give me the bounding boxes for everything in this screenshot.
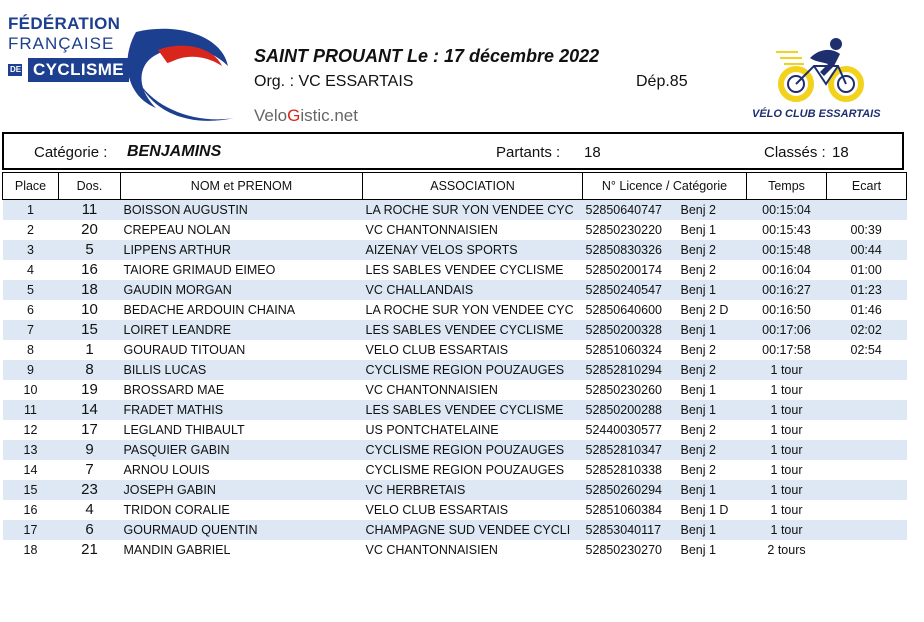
cell-dos: 15 [59, 320, 121, 340]
cell-temps: 00:17:58 [747, 340, 827, 360]
cell-dos: 19 [59, 380, 121, 400]
cell-ecart [827, 460, 907, 480]
cell-category: Benj 1 [681, 540, 747, 560]
cell-category: Benj 2 [681, 240, 747, 260]
cell-association: LA ROCHE SUR YON VENDEE CYC [363, 200, 583, 221]
cell-name: BROSSARD MAE [121, 380, 363, 400]
cell-association: CYCLISME REGION POUZAUGES [363, 360, 583, 380]
cell-temps: 1 tour [747, 360, 827, 380]
cell-licence: 52852810338 [583, 460, 681, 480]
cell-name: GOURAUD TITOUAN [121, 340, 363, 360]
cell-temps: 00:17:06 [747, 320, 827, 340]
cell-category: Benj 2 [681, 260, 747, 280]
velogistic-part2: G [287, 106, 301, 125]
cell-place: 15 [3, 480, 59, 500]
table-row [3, 200, 907, 221]
cell-association: US PONTCHATELAINE [363, 420, 583, 440]
cell-association: VC CHANTONNAISIEN [363, 540, 583, 560]
cell-dos: 20 [59, 220, 121, 240]
cell-licence: 52851060384 [583, 500, 681, 520]
cell-ecart: 02:02 [827, 320, 907, 340]
race-title: SAINT PROUANT Le : 17 décembre 2022 [254, 46, 600, 66]
table-row [3, 240, 907, 260]
cell-temps: 1 tour [747, 420, 827, 440]
cell-dos: 21 [59, 540, 121, 560]
cell-licence: 52850260294 [583, 480, 681, 500]
cell-temps: 00:16:50 [747, 300, 827, 320]
cell-name: JOSEPH GABIN [121, 480, 363, 500]
cell-association: VC CHANTONNAISIEN [363, 380, 583, 400]
cell-association: CHAMPAGNE SUD VENDEE CYCLI [363, 520, 583, 540]
cell-ecart: 02:54 [827, 340, 907, 360]
cell-name: ARNOU LOUIS [121, 460, 363, 480]
cell-place: 13 [3, 440, 59, 460]
velogistic-part1: Velo [254, 106, 288, 125]
cell-licence: 52850200328 [583, 320, 681, 340]
cell-place: 11 [3, 400, 59, 420]
cell-name: FRADET MATHIS [121, 400, 363, 420]
cell-name: GAUDIN MORGAN [121, 280, 363, 300]
cell-name: PASQUIER GABIN [121, 440, 363, 460]
cell-place: 1 [3, 200, 59, 221]
cell-ecart [827, 360, 907, 380]
table-row [3, 540, 907, 560]
table-row [3, 420, 907, 440]
table-row [3, 480, 907, 500]
cell-dos: 6 [59, 520, 121, 540]
cell-temps: 1 tour [747, 460, 827, 480]
cell-dos: 9 [59, 440, 121, 460]
cyclist-logo [776, 36, 866, 106]
race-department: Dép.85 [636, 73, 688, 90]
cell-association: CYCLISME REGION POUZAUGES [363, 440, 583, 460]
cell-dos: 1 [59, 340, 121, 360]
header-temps: Temps [747, 173, 827, 200]
cell-dos: 14 [59, 400, 121, 420]
cell-association: VELO CLUB ESSARTAIS [363, 340, 583, 360]
cell-place: 14 [3, 460, 59, 480]
cell-category: Benj 2 [681, 460, 747, 480]
cell-association: LES SABLES VENDEE CYCLISME [363, 260, 583, 280]
table-row [3, 440, 907, 460]
velogistic-part3: istic.net [300, 106, 358, 125]
cell-temps: 2 tours [747, 540, 827, 560]
cell-ecart: 01:00 [827, 260, 907, 280]
cell-temps: 00:16:27 [747, 280, 827, 300]
cell-name: CREPEAU NOLAN [121, 220, 363, 240]
results-table [2, 172, 907, 560]
cell-licence: 52850230270 [583, 540, 681, 560]
cell-association: AIZENAY VELOS SPORTS [363, 240, 583, 260]
cell-category: Benj 1 [681, 280, 747, 300]
classes-value: 18 [832, 144, 849, 161]
cell-dos: 8 [59, 360, 121, 380]
cell-licence: 52852810294 [583, 360, 681, 380]
cell-ecart: 00:44 [827, 240, 907, 260]
cell-dos: 11 [59, 200, 121, 221]
cell-licence: 52440030577 [583, 420, 681, 440]
cell-licence: 52850200174 [583, 260, 681, 280]
category-value: BENJAMINS [127, 143, 222, 160]
cell-dos: 4 [59, 500, 121, 520]
cell-dos: 5 [59, 240, 121, 260]
cell-dos: 18 [59, 280, 121, 300]
cell-dos: 17 [59, 420, 121, 440]
header-ecart: Ecart [827, 173, 907, 200]
cell-category: Benj 1 D [681, 500, 747, 520]
cell-place: 8 [3, 340, 59, 360]
cell-licence: 52850240547 [583, 280, 681, 300]
cell-ecart: 00:39 [827, 220, 907, 240]
cell-name: TRIDON CORALIE [121, 500, 363, 520]
cell-place: 6 [3, 300, 59, 320]
cell-name: LIPPENS ARTHUR [121, 240, 363, 260]
cell-place: 12 [3, 420, 59, 440]
table-row [3, 460, 907, 480]
cell-ecart [827, 480, 907, 500]
cell-name: BOISSON AUGUSTIN [121, 200, 363, 221]
cell-category: Benj 2 [681, 200, 747, 221]
cell-name: TAIORE GRIMAUD EIMEO [121, 260, 363, 280]
cell-temps: 1 tour [747, 520, 827, 540]
cell-ecart [827, 500, 907, 520]
table-row [3, 360, 907, 380]
cell-association: VC HERBRETAIS [363, 480, 583, 500]
header-dos: Dos. [59, 173, 121, 200]
table-row [3, 340, 907, 360]
header-licence-category: N° Licence / Catégorie [583, 173, 747, 200]
cell-category: Benj 2 D [681, 300, 747, 320]
cell-licence: 52850230220 [583, 220, 681, 240]
cell-ecart: 01:46 [827, 300, 907, 320]
cell-name: LEGLAND THIBAULT [121, 420, 363, 440]
cell-place: 17 [3, 520, 59, 540]
cell-place: 2 [3, 220, 59, 240]
cell-temps: 1 tour [747, 380, 827, 400]
cell-place: 10 [3, 380, 59, 400]
cell-association: VELO CLUB ESSARTAIS [363, 500, 583, 520]
cell-name: LOIRET LEANDRE [121, 320, 363, 340]
cell-place: 4 [3, 260, 59, 280]
cell-ecart [827, 200, 907, 221]
table-row [3, 280, 907, 300]
cell-association: LES SABLES VENDEE CYCLISME [363, 400, 583, 420]
velogistic-link[interactable] [254, 106, 358, 126]
cell-temps: 00:15:43 [747, 220, 827, 240]
cell-temps: 1 tour [747, 500, 827, 520]
classes-label: Classés : [764, 144, 826, 161]
cell-association: CYCLISME REGION POUZAUGES [363, 460, 583, 480]
category-label: Catégorie : [34, 144, 108, 161]
cell-licence: 52851060324 [583, 340, 681, 360]
cell-temps: 1 tour [747, 480, 827, 500]
cell-name: BILLIS LUCAS [121, 360, 363, 380]
cell-place: 3 [3, 240, 59, 260]
cell-temps: 1 tour [747, 400, 827, 420]
cell-place: 16 [3, 500, 59, 520]
cell-licence: 52853040117 [583, 520, 681, 540]
cell-licence: 52850640600 [583, 300, 681, 320]
cell-place: 7 [3, 320, 59, 340]
cell-dos: 7 [59, 460, 121, 480]
table-row [3, 380, 907, 400]
cell-dos: 23 [59, 480, 121, 500]
ffc-name-line3: CYCLISME [28, 58, 129, 82]
table-row [3, 260, 907, 280]
header-association: ASSOCIATION [363, 173, 583, 200]
cell-temps: 1 tour [747, 440, 827, 460]
cell-association: VC CHANTONNAISIEN [363, 220, 583, 240]
partants-value: 18 [584, 144, 601, 161]
header-place: Place [3, 173, 59, 200]
cell-category: Benj 2 [681, 360, 747, 380]
cell-licence: 52850830326 [583, 240, 681, 260]
cell-category: Benj 1 [681, 400, 747, 420]
table-row [3, 320, 907, 340]
ffc-name-line2: FRANÇAISE [8, 34, 115, 53]
cell-name: MANDIN GABRIEL [121, 540, 363, 560]
ffc-name-de: DE [10, 65, 22, 74]
header-name: NOM et PRENOM [121, 173, 363, 200]
table-header-row [3, 173, 907, 200]
cell-ecart [827, 400, 907, 420]
cell-place: 18 [3, 540, 59, 560]
cell-category: Benj 2 [681, 440, 747, 460]
cell-ecart [827, 540, 907, 560]
table-row [3, 400, 907, 420]
cell-ecart [827, 420, 907, 440]
ffc-name-line1: FÉDÉRATION [8, 14, 121, 33]
cell-category: Benj 2 [681, 420, 747, 440]
club-name: VÉLO CLUB ESSARTAIS [752, 108, 881, 120]
cell-licence: 52850200288 [583, 400, 681, 420]
cell-temps: 00:15:48 [747, 240, 827, 260]
cell-licence: 52852810347 [583, 440, 681, 460]
cell-temps: 00:16:04 [747, 260, 827, 280]
cell-licence: 52850640747 [583, 200, 681, 221]
cell-dos: 10 [59, 300, 121, 320]
partants-label: Partants : [496, 144, 561, 161]
cell-ecart: 01:23 [827, 280, 907, 300]
cell-licence: 52850230260 [583, 380, 681, 400]
cell-association: VC CHALLANDAIS [363, 280, 583, 300]
cell-category: Benj 1 [681, 320, 747, 340]
cell-ecart [827, 440, 907, 460]
cell-category: Benj 1 [681, 380, 747, 400]
cell-category: Benj 2 [681, 340, 747, 360]
table-row [3, 300, 907, 320]
cell-name: GOURMAUD QUENTIN [121, 520, 363, 540]
cell-place: 9 [3, 360, 59, 380]
cell-dos: 16 [59, 260, 121, 280]
cell-category: Benj 1 [681, 220, 747, 240]
cell-category: Benj 1 [681, 520, 747, 540]
table-row [3, 220, 907, 240]
table-row [3, 500, 907, 520]
category-box [2, 132, 904, 170]
cell-association: LES SABLES VENDEE CYCLISME [363, 320, 583, 340]
table-row [3, 520, 907, 540]
cell-name: BEDACHE ARDOUIN CHAINA [121, 300, 363, 320]
cell-temps: 00:15:04 [747, 200, 827, 221]
cell-association: LA ROCHE SUR YON VENDEE CYC [363, 300, 583, 320]
cell-ecart [827, 520, 907, 540]
race-organizer: Org. : VC ESSARTAIS [254, 73, 414, 90]
cell-category: Benj 1 [681, 480, 747, 500]
cell-place: 5 [3, 280, 59, 300]
cell-ecart [827, 380, 907, 400]
